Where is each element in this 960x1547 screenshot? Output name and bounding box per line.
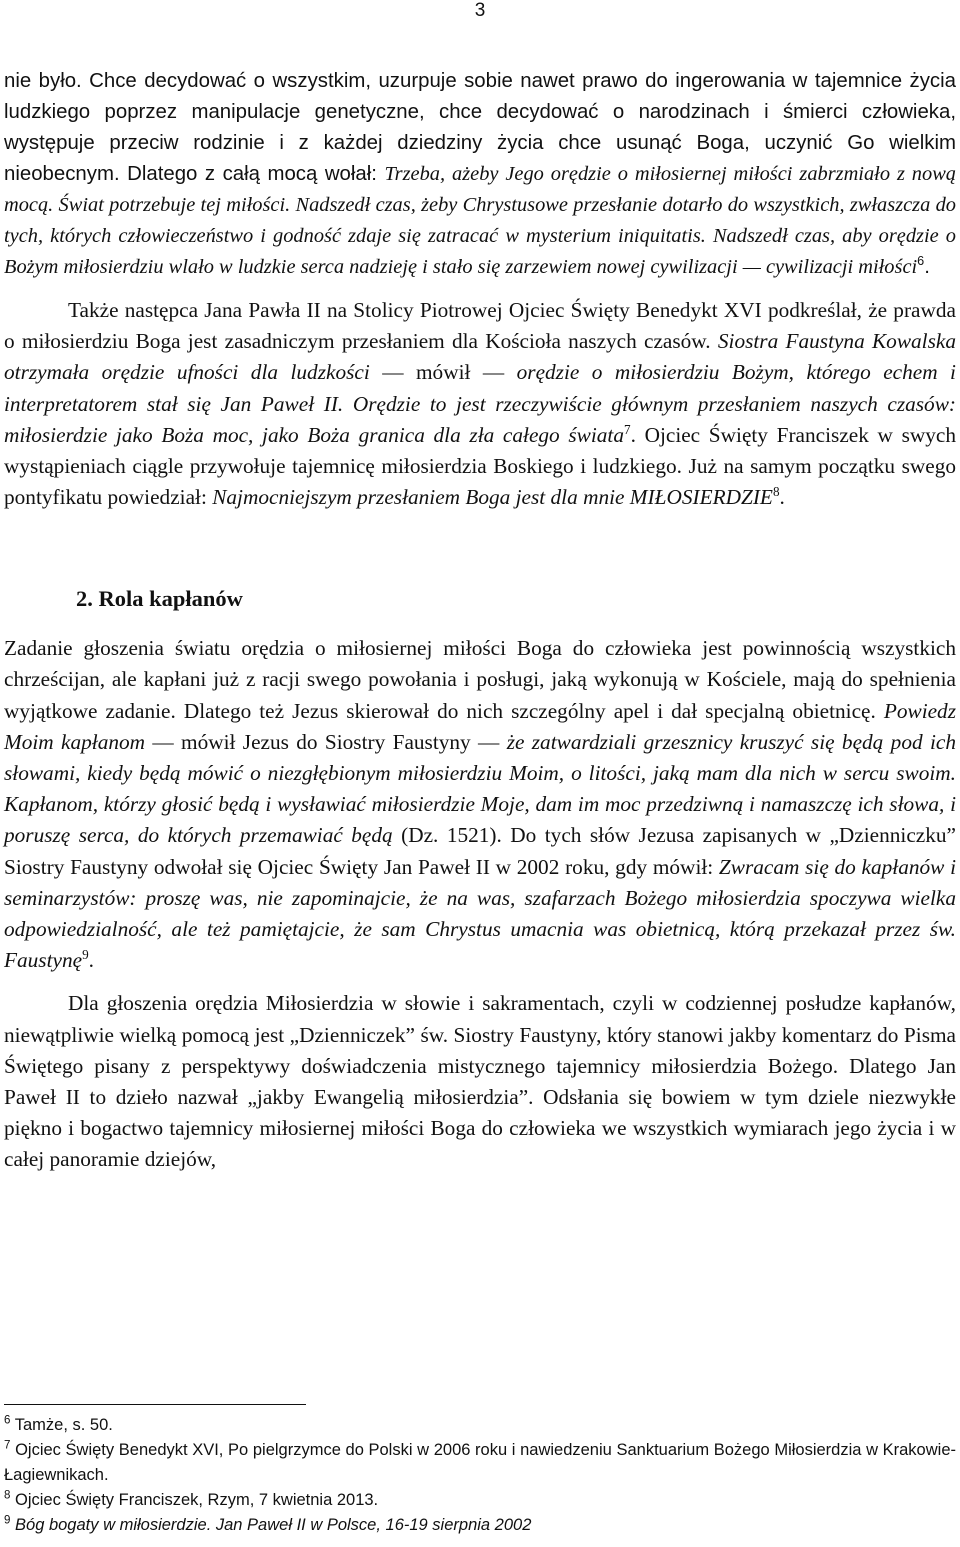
paragraph-4-text: Dla głoszenia orędzia Miłosierdzia w słowie i sakramentach, czyli w codziennej posłudze kapłanów, niewątpliwie wielką pomocą jest „Dzienniczek” św. Siostry Faustyny, który stanowi jakby komentarz do Pisma Świętego pisany z perspektywy doświadczenia mistycznego tajemnicy miłosierdzia Bożego. Dlatego Jan Paweł II to dzieło nazwał „jakby Ewangelią miłosierdzia”. Odsłania się bowiem w tym dziele niezwykłe piękno i bogactwo tajemnicy miłosiernej miłości Boga do człowieka we wszystkich wymiarach jego życia i w całej panoramie dziejów,: [4, 991, 956, 1172]
footnote-8: [4, 1488, 956, 1513]
paragraph-2-end: .: [779, 485, 785, 510]
document-body: [4, 66, 956, 1176]
footnote-number: 6: [4, 1414, 11, 1427]
paragraph-2-quote-2: orędzie o miłosierdziu Bożym, którego echem i interpretatorem stał się Jan Paweł II. Orędzie to jest rzeczywiście głównym przesłaniem naszych czasów: miłosierdzie jako Boża moc, jako Boża granica dla zła całego świata: [4, 360, 956, 447]
footnote-text: Ojciec Święty Franciszek, Rzym, 7 kwietnia 2013.: [15, 1491, 379, 1509]
page-number: 3: [474, 0, 486, 21]
section-heading: 2. Rola kapłanów: [76, 586, 243, 612]
paragraph-3-text-3: (Dz. 1521). Do tych słów Jezusa zapisanych w „Dzienniczku” Siostry Faustyny odwołał się Ojciec Święty Jan Paweł II w 2002 roku, gdy mówił:: [4, 823, 957, 879]
paragraph-3-end: .: [88, 948, 94, 973]
paragraph-3-quote-3: Zwracam się do kapłanów i seminarzystów: proszę was, nie zapominajcie, że na was, szafarzach Bożego miłosierdzia spoczywa wielka odpowiedzialność, ale też pamiętajcie, że sam Chrystus umacnia was obietnicą, którą przekazał przez św. Faustynę: [4, 854, 956, 973]
paragraph-2-text-2: — mówił —: [369, 360, 517, 385]
paragraph-2-text-3: . Ojciec Święty Franciszek w swych wystąpieniach ciągle przywołuje tajemnicę miłosierdzia Boskiego i ludzkiego. Już na samym początku swego pontyfikatu powiedział:: [4, 422, 956, 510]
footnote-7: [4, 1438, 956, 1488]
paragraph-3-quote-2: że zatwardziali grzesznicy kruszyć się będą pod ich słowami, kiedy będą mówić o niezgłębionym miłosierdziu Moim, o litości, jaką mam dla nich w sercu swoim. Kapłanom, którzy głosić będą i wysławiać miłosierdzie Moje, dam im moc przedziwną i namaszczę ich słowa, i poruszę serca, do których przemawiać będą: [4, 729, 956, 848]
paragraph-1: [4, 66, 956, 283]
footnote-ref-9: 9: [82, 947, 89, 963]
footnote-separator: [4, 1404, 306, 1405]
footnotes: [4, 1413, 956, 1538]
footnote-ref-8: 8: [772, 484, 780, 500]
footnote-9: [4, 1513, 956, 1538]
footnote-6: [4, 1413, 956, 1438]
footnote-text: Ojciec Święty Benedykt XVI, Po pielgrzymce do Polski w 2006 roku i nawiedzeniu Sanktuarium Bożego Miłosierdzia w Krakowie-Łagiewnikach.: [4, 1441, 956, 1484]
paragraph-3-text-2: — mówił Jezus do Siostry Faustyny —: [145, 729, 507, 754]
footnote-number: 9: [4, 1514, 11, 1527]
footnote-text: Bóg bogaty w miłosierdzie. Jan Paweł II w Polsce, 16-19 sierpnia 2002: [15, 1516, 532, 1534]
footnote-ref-6: 6: [917, 254, 925, 269]
footnote-number: 8: [4, 1489, 11, 1502]
paragraph-1-end: .: [924, 256, 930, 278]
paragraph-2-quote-1: Siostra Faustyna Kowalska otrzymała orędzie ufności dla ludzkości: [4, 329, 956, 385]
paragraph-3-quote-1: Powiedz Moim kapłanom: [4, 698, 956, 754]
paragraph-3: [4, 633, 956, 976]
footnote-ref-7: 7: [623, 421, 631, 437]
paragraph-2: [4, 295, 956, 513]
footnote-number: 7: [4, 1439, 11, 1452]
footnote-text: Tamże, s. 50.: [14, 1416, 113, 1434]
paragraph-2-text: Także następca Jana Pawła II na Stolicy Piotrowej Ojciec Święty Benedykt XVI podkreślał, że prawda o miłosierdziu Boga jest zasadniczym przesłaniem dla Kościoła naszych czasów.: [4, 298, 956, 354]
paragraph-2-quote-3: Najmocniejszym przesłaniem Boga jest dla mnie MIŁOSIERDZIE: [212, 485, 773, 510]
paragraph-4: [4, 988, 956, 1175]
paragraph-1-text: nie było. Chce decydować o wszystkim, uzurpuje sobie nawet prawo do ingerowania w tajemnice życia ludzkiego poprzez manipulacje genetyczne, chce decydować o narodzinach i śmierci człowieka, występuje przeciw rodzinie i z każdej dziedziny życia chce usunąć Boga, uczynić Go wielkim nieobecnym. Dlatego z całą mocą wołał:: [4, 70, 956, 185]
paragraph-3-text: Zadanie głoszenia światu orędzia o miłosiernej miłości Boga do człowieka jest powinnością wszystkich chrześcijan, ale kapłani już z racji swego powołania i posługi, jaką wykonują w Kościele, mają do spełnienia wyjątkowe zadanie. Dlatego też Jezus skierował do nich szczególny apel i dał specjalną obietnicę.: [4, 636, 956, 723]
paragraph-1-quote: Trzeba, ażeby Jego orędzie o miłosiernej miłości zabrzmiało z nową mocą. Świat potrzebuje tej miłości. Nadszedł czas, żeby Chrystusowe przesłanie dotarło do wszystkich, zwłaszcza do tych, których człowieczeństwo i godność zdaje się zatracać w mysterium iniquitatis. Nadszedł czas, aby orędzie o Bożym miłosierdziu wlało w ludzkie serca nadzieję i stało się zarzewiem nowej cywilizacji — cywilizacji miłości: [4, 163, 956, 278]
